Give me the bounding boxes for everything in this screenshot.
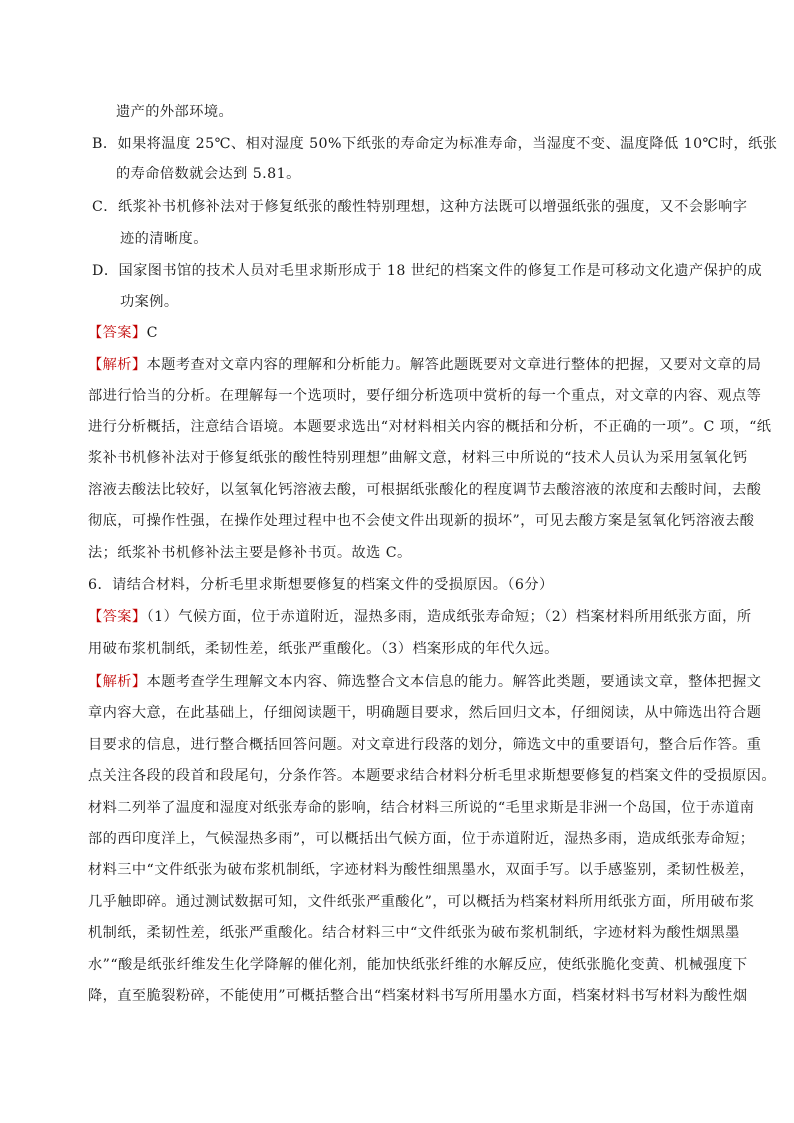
q6-analysis-line-7: 材料三中“文件纸张为破布浆机制纸，字迹材料为酸性细黑墨水，双面手写。以手感鉴别，柔韧性极差， — [88, 862, 755, 878]
q6-answer-line-1: 【答案】（1）气候方面，位于赤道附近，湿热多雨，造成纸张寿命短；（2）档案材料所用纸张方面，所 — [88, 609, 752, 625]
q6-question: 6．请结合材料，分析毛里求斯想要修复的档案文件的受损原因。（6分） — [88, 577, 554, 593]
q6-analysis-line-9: 机制纸，柔韧性差，纸张严重酸化。结合材料三中“文件纸张为破布浆机制纸，字迹材料为酸性烟黑墨 — [88, 925, 740, 941]
option-b-line-2: 的寿命倍数就会达到 5.81。 — [116, 166, 301, 182]
option-b-line-1: B．如果将温度 25℃、相对湿度 50%下纸张的寿命定为标准寿命，当湿度不变、温度降低 10℃时，纸张 — [92, 136, 778, 152]
option-d-line-1: D．国家图书馆的技术人员对毛里求斯形成于 18 世纪的档案文件的修复工作是可移动文化遗产保护的成 — [92, 263, 763, 279]
option-a-continuation: 遗产的外部环境。 — [116, 104, 234, 120]
q6-analysis-line-1: 【解析】本题考查学生理解文本内容、筛选整合文本信息的能力。解答此类题，要通读文章，整体把握文 — [88, 674, 762, 690]
q6-analysis-line-2: 章内容大意，在此基础上，仔细阅读题干，明确题目要求，然后回归文本，仔细阅读，从中筛选出符合题 — [88, 705, 762, 721]
option-c-line-1: C．纸浆补书机修补法对于修复纸张的酸性特别理想，这种方法既可以增强纸张的强度，又不会影响字 — [92, 199, 748, 215]
q5-answer-value: C — [146, 325, 158, 341]
q6-analysis-line-8: 几乎触即碎。通过测试数据可知，文件纸张严重酸化”，可以概括为档案材料所用纸张方面，所用破布浆 — [88, 894, 755, 910]
q6-analysis-line-3: 目要求的信息，进行整合概括回答问题。对文章进行段落的划分，筛选文中的重要语句，整合后作答。重 — [88, 737, 762, 753]
q6-analysis-line-4: 点关注各段的段首和段尾句，分条作答。本题要求结合材料分析毛里求斯想要修复的档案文件的受损原因。 — [88, 768, 776, 784]
q5-analysis-line-1: 【解析】本题考查对文章内容的理解和分析能力。解答此题既要对文章进行整体的把握，又要对文章的局 — [88, 357, 762, 373]
q5-analysis-line-5: 溶液去酸法比较好，以氢氧化钙溶液去酸，可根据纸张酸化的程度调节去酸溶液的浓度和去酸时间，去酸 — [88, 482, 762, 498]
q5-analysis-line-4: 浆补书机修补法对于修复纸张的酸性特别理想”曲解文意，材料三中所说的“技术人员认为采用氢氧化钙 — [88, 450, 748, 466]
q6-analysis-line-6: 部的西印度洋上，气候湿热多雨”，可以概括出气候方面，位于赤道附近，湿热多雨，造成纸张寿命短； — [88, 831, 755, 847]
q6-analysis-line-11: 降，直至脆裂粉碎，不能使用”可概括整合出“档案材料书写所用墨水方面，档案材料书写材料为酸性烟 — [88, 988, 748, 1004]
q5-analysis-line-7: 法；纸浆补书机修补法主要是修补书页。故选 C。 — [88, 545, 412, 561]
q5-answer-tag: 【答案】 — [88, 325, 147, 341]
q6-analysis-line-5: 材料二列举了温度和湿度对纸张寿命的影响，结合材料三所说的“毛里求斯是非洲一个岛国，位于赤道南 — [88, 800, 755, 816]
q5-analysis-line-3: 进行分析概括，注意结合语境。本题要求选出“对材料相关内容的概括和分析，不正确的一项”。C 项，“纸 — [88, 419, 772, 435]
q6-answer-line-2: 用破布浆机制纸，柔韧性差，纸张严重酸化。（3）档案形成的年代久远。 — [88, 641, 559, 657]
option-d-line-2: 功案例。 — [120, 294, 179, 310]
q5-analysis-tag: 【解析】 — [88, 357, 147, 373]
option-c-line-2: 迹的清晰度。 — [120, 231, 208, 247]
q5-analysis-line-2: 部进行恰当的分析。在理解每一个选项时，要仔细分析选项中赏析的每一个重点，对文章的内容、观点等 — [88, 388, 762, 404]
q6-analysis-tag: 【解析】 — [88, 674, 147, 690]
q5-answer — [88, 323, 728, 343]
q6-analysis-line-10: 水”“酸是纸张纤维发生化学降解的催化剂，能加快纸张纤维的水解反应，使纸张脆化变黄、机械强度下 — [88, 957, 748, 973]
q6-answer-tag: 【答案】 — [88, 609, 147, 625]
q5-analysis-line-6: 彻底，可操作性强，在操作处理过程中也不会使文件出现新的损坏”，可见去酸方案是氢氧化钙溶液去酸 — [88, 513, 755, 529]
